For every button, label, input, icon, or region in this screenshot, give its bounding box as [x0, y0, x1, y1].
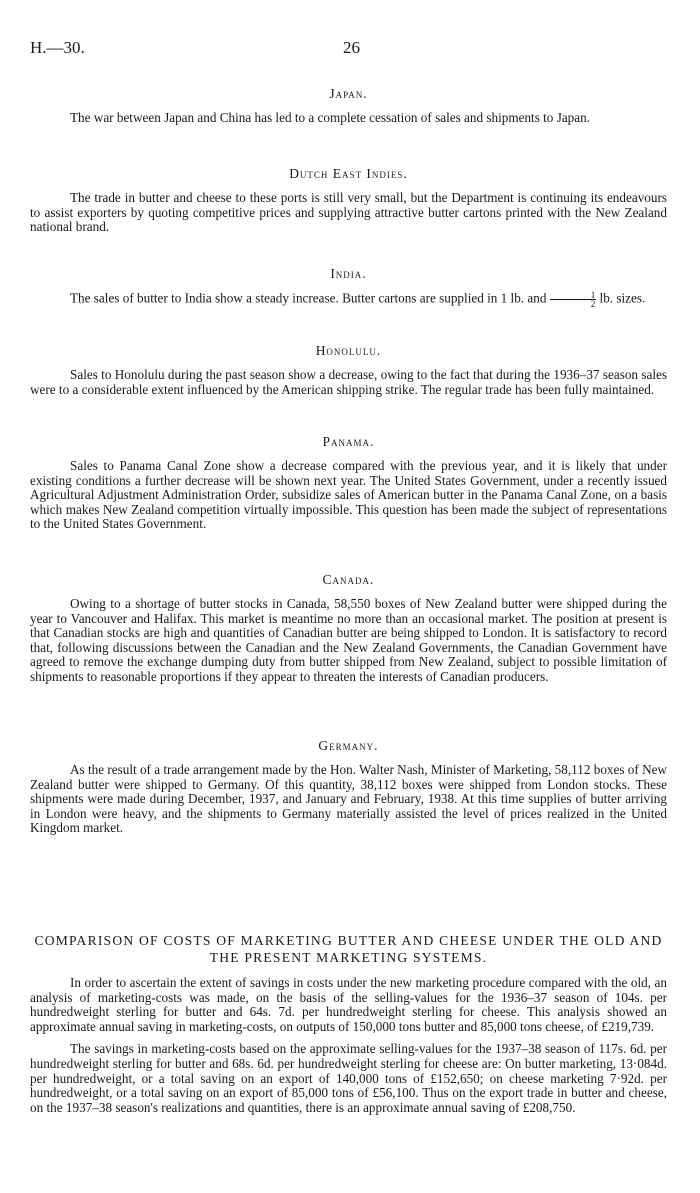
heading-dutch-east-indies: Dutch East Indies. [289, 166, 408, 181]
paragraph-japan: The war between Japan and China has led to a complete cessation of sales and shipments to Japan. [70, 110, 591, 125]
india-text-end: lb. sizes. [599, 290, 646, 306]
heading-japan: Japan. [329, 86, 368, 101]
heading-comparison: COMPARISON OF COSTS OF MARKETING BUTTER AND CHEESE UNDER THE OLD AND THE PRESENT MARKETING SYSTEMS. [34, 933, 663, 965]
fraction-numerator: 1 [550, 291, 597, 300]
paragraph-comparison-1: In order to ascertain the extent of savings in costs under the new marketing procedure compared with the old, an analysis of marketing-costs was made, on the basis of the selling-values for the 1936–37 season of 104s. per hundredweight sterling for butter and 64s. 7d. per hundredweight sterling for cheese. This analysis showed an approximate annual saving in marketing-costs, on outputs of 150,000 tons butter and 85,000 tons cheese, of £219,739. [30, 975, 667, 1034]
section-india [30, 266, 667, 308]
india-text-start: The sales of butter to India show a steady increase. Butter cartons are supplied in 1 lb. and [70, 290, 547, 306]
section-japan [30, 86, 667, 126]
heading-panama: Panama. [322, 434, 375, 449]
paragraph-india [30, 291, 667, 308]
section-comparison [30, 932, 667, 1115]
paragraph-germany: As the result of a trade arrangement made by the Hon. Walter Nash, Minister of Marketing, 58,112 boxes of New Zealand butter were shipped to Germany. Of this quantity, 38,112 boxes were shipped from London stocks. These shipments were made during December, 1937, and January and February, 1938. At this time supplies of butter arriving in London were heavy, and the shipments to Germany materially assisted the level of prices realized in the United Kingdom market. [30, 762, 667, 836]
section-honolulu [30, 343, 667, 397]
heading-india: India. [330, 266, 367, 281]
paragraph-canada: Owing to a shortage of butter stocks in Canada, 58,550 boxes of New Zealand butter were shipped during the year to Vancouver and Halifax. This market is meantime no more than an occasional market. The position at present is that Canadian stocks are high and quantities of Canadian butter are being shipped to London. It is satisfactory to record that, following discussions between the Canadian and the New Zealand Governments, the Canadian Government have agreed to remove the exchange dumping duty from butter shipped from New Zealand, subject to possible limitation of shipments to reasonable proportions if they appear to threaten the interests of Canadian producers. [30, 596, 667, 684]
paragraph-honolulu: Sales to Honolulu during the past season show a decrease, owing to the fact that during the 1936–37 season sales were to a considerable extent influenced by the American shipping strike. The regular trade has been fully maintained. [30, 367, 667, 397]
heading-germany: Germany. [318, 738, 379, 753]
section-canada [30, 572, 667, 685]
section-dutch-east-indies [30, 166, 667, 235]
heading-canada: Canada. [322, 572, 375, 587]
half-fraction [550, 291, 597, 308]
fraction-denominator: 2 [590, 299, 596, 309]
section-germany [30, 738, 667, 836]
heading-honolulu: Honolulu. [315, 343, 382, 358]
section-panama [30, 434, 667, 532]
page-header [0, 38, 700, 58]
page-number: 26 [343, 38, 360, 57]
paragraph-panama: Sales to Panama Canal Zone show a decrease compared with the previous year, and it is likely that under existing conditions a further decrease will be shown next year. The United States Government, under a recently issued Agricultural Adjustment Administration Order, subsidize sales of American butter in the Panama Canal Zone, on a basis which makes New Zealand competition virtually impossible. This question has been made the subject of representations to the United States Government. [30, 458, 667, 532]
document-reference: H.—30. [30, 38, 85, 57]
paragraph-dutch-east-indies: The trade in butter and cheese to these ports is still very small, but the Department is continuing its endeavours to assist exporters by quoting competitive prices and supplying attractive butter cartons printed with the New Zealand national brand. [30, 190, 667, 235]
paragraph-comparison-2: The savings in marketing-costs based on the approximate selling-values for the 1937–38 season of 117s. 6d. per hundredweight sterling for butter and 68s. 6d. per hundredweight sterling for cheese are: On butter marketing, 13·084d. per hundredweight, or a total saving on an export of 140,000 tons of £152,650; on cheese marketing 7·92d. per hundredweight, or a total saving on an export of 85,000 tons of £56,100. Thus on the export trade in butter and cheese, on the 1937–38 season's realizations and quantities, there is an approximate annual saving of £208,750. [30, 1041, 667, 1115]
